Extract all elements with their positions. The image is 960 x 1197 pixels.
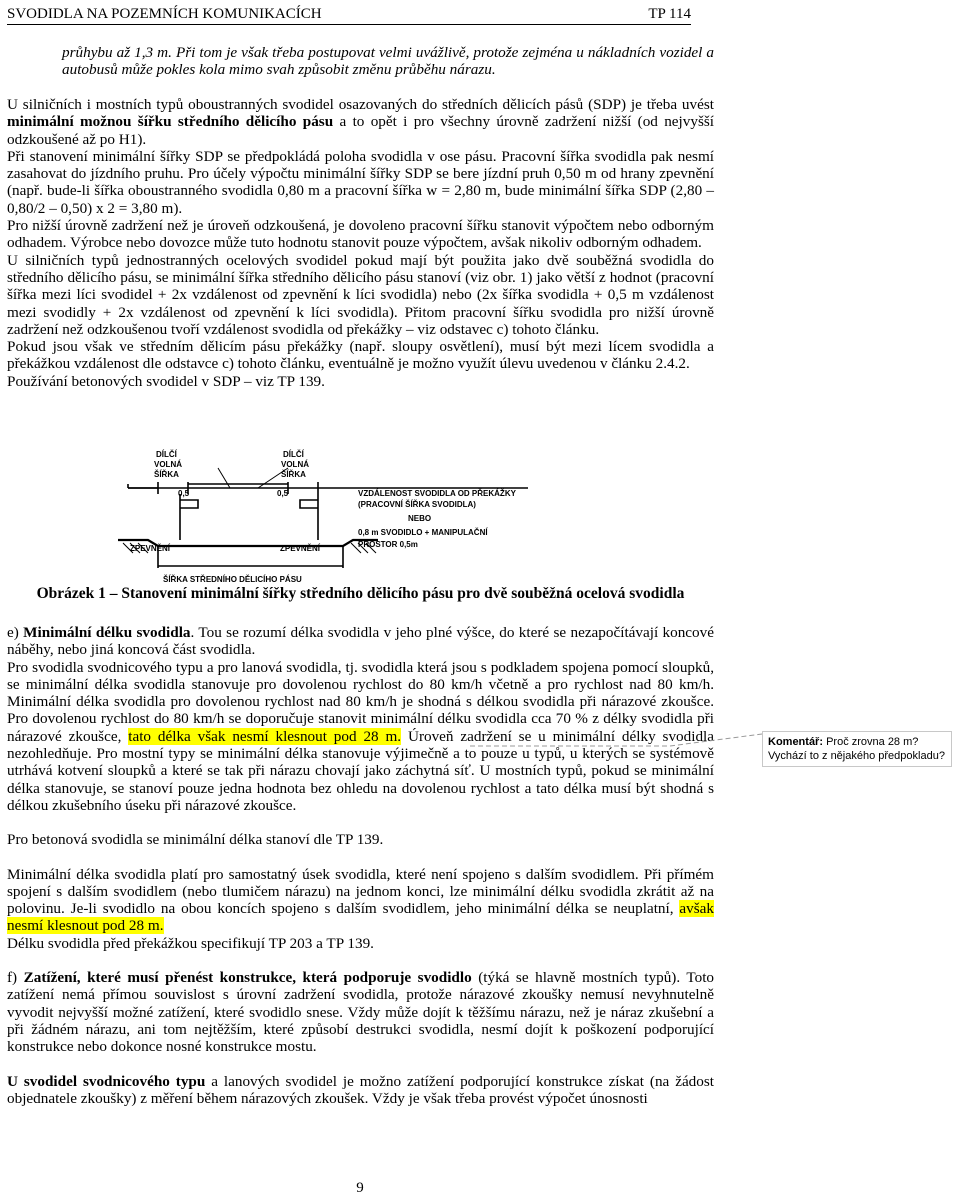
header-title: SVODIDLA NA POZEMNÍCH KOMUNIKACÍCH [7, 6, 322, 22]
fig-note-5: PROSTOR 0,5m [358, 540, 418, 549]
fig-leader-lines [218, 468, 288, 488]
fig-note-3: NEBO [408, 514, 432, 523]
paragraph-obstacles: Pokud jsou však ve středním dělicím pásu překážky (např. sloupy osvětlení), musí být mezi lícem svodidla a překážkou vzdálenost dle odstavce c) tohoto článku, eventuálně je možno využít úlevu uvedenou v článku 2.4.2. [7, 338, 714, 373]
fig-note-1: VZDÁLENOST SVODIDLA OD PŘEKÁŽKY [358, 489, 516, 498]
text-run: a lanových svodidel je možno zatížení podporující konstrukce získat (na žádost objednatele zkoušky) z měření během nárazových zkoušek. Vždy je však třeba provést výpočet únosnosti [7, 1072, 715, 1107]
text-run: . Tou se rozumí délka svodidla v jeho plné výšce, do které se nezapočítávají koncové náběhy, nebo jiná koncová část svodidla. [7, 624, 714, 659]
fig-label-mid-1: DÍLČÍ [283, 450, 304, 459]
fig-label-left-1: DÍLČÍ [156, 450, 177, 459]
bold-term: Minimální délku svodidla [23, 624, 191, 641]
text-run: a to opět i pro všechny úrovně zadržení nižší (od nejvyšší odzkoušené až po H1). [7, 113, 714, 148]
text-run: f) [7, 969, 24, 987]
fig-bottom-label: ŠÍŘKA STŘEDNÍHO DĚLICÍHO PÁSU [163, 575, 302, 584]
fig-label-left-3: ŠÍŘKA [154, 470, 179, 479]
paragraph-sdp-position: Při stanovení minimální šířky SDP se předpokládá poloha svodidla v ose pásu. Pracovní šířka svodidla pak nesmí zasahovat do jízdního pruhu. Pro účely výpočtu minimální šířky SDP se bere jízdní pruh 0,50 m od hrany zpevnění (např. bude-li šířka oboustranného svodidla 0,80 m a pracovní šířka w = 2,80 m, bude minimální šířka SDP (2,80 – 0,80/2 – 0,50) x 2 = 3,80 m). [7, 147, 714, 217]
review-comment[interactable] [762, 731, 952, 767]
text-block-1 [7, 96, 714, 390]
fig-label-mid-2: VOLNÁ [281, 460, 309, 469]
comment-label: Komentář: [768, 736, 824, 748]
bold-term: U svodidel svodnicového typu [7, 1072, 206, 1090]
page-number: 9 [356, 1180, 364, 1196]
text-run: e) [7, 624, 24, 641]
text-block-2 [7, 624, 714, 1107]
paragraph-sdp-width [7, 96, 714, 148]
highlighted-text[interactable]: tato délka však nesmí klesnout pod 28 m. [128, 727, 402, 745]
fig-label-mid-3: ŠÍŘKA [281, 470, 306, 479]
page-header [7, 6, 691, 25]
header-doc-id: TP 114 [648, 6, 691, 22]
fig-dim-left: 0,5 [178, 489, 190, 498]
paragraph-e [7, 624, 714, 659]
paragraph-min-length [7, 866, 714, 935]
fig-zp-right: ZPEVNĚNÍ [280, 544, 321, 553]
fig-label-left-2: VOLNÁ [154, 460, 182, 469]
bold-term: Zatížení, které musí přenést konstrukce, která podporuje svodidlo [23, 969, 472, 987]
median-width-figure [118, 448, 548, 586]
paragraph-obstacle-length: Délku svodidla před překážkou specifikují TP 203 a TP 139. [7, 934, 374, 952]
fig-barrier-rails [180, 500, 318, 508]
text-run: Minimální délka svodidla platí pro samostatný úsek svodidla, které není spojeno s dalším svodidlem. Při přímém spojení s dalším svodidlem (nebo tlumičem nárazu) na jednom konci, lze minimální délku svodidla zkrátit až na polovinu. Je-li svodidlo na obou koncích spojeno s dalším svodidlem, jeho minimální délka se neuplatní, [7, 865, 714, 918]
text-run: (týká se hlavně mostních typů). Toto zatížení nemá přímou souvislost s úrovní zadržení svodidla, protože nárazové zkoušky nemusí nevyhnutelně vyvodit nejvyšší možné zatížení, které svodidlo snese. Vždy může dojít k těžšímu nárazu, než je náraz zkušební a při žádném nárazu, ani tom nejtěžším, které způsobí destrukci svodidla, nesmí dojít k poškození podporující konstrukce nebo dokonce nosné konstrukce mostu. [7, 969, 715, 1056]
comment-leader-line [470, 730, 762, 750]
fig-ground-surface [118, 540, 378, 546]
fig-zp-left: ZPEVNĚNÍ [130, 544, 171, 553]
fig-note-4: 0,8 m SVODIDLO + MANIPULAČNÍ [358, 528, 488, 537]
fig-barrier-posts [180, 494, 318, 540]
paragraph-lower-levels: Pro nižší úrovně zadržení než je úroveň odzkoušená, je dovoleno pracovní šířku stanovit výpočtem nebo odborným odhadem. Výrobce nebo dovozce může tuto hodnotu stanovit pouze výpočtem, avšak nikoliv odborným odhadem. [7, 217, 714, 252]
paragraph-concrete: Používání betonových svodidel v SDP – viz TP 139. [7, 372, 325, 390]
paragraph-one-sided: U silničních typů jednostranných ocelových svodidel pokud mají být použita jako dvě souběžná svodidla do středního dělicího pásu, se minimální šířka středního dělicího pásu stanoví (viz obr. 1) jako větší z hodnot (pracovní šířka mezi líci svodidel + 2x vzdálenost od zpevnění k líci svodidla) nebo (2x šířka svodidla + 0,5 m vzdálenost mezi svodidly + 2x vzdálenost od zpevnění k líci svodidla). Přitom pracovní šířku svodidla pro nižší úrovně zadržení než odzkoušenou tvoří vzdálenost svodidla od překážky – viz odstavec c) tohoto článku. [7, 251, 714, 338]
intro-paragraph [7, 44, 714, 79]
text-run: U silničních i mostních typů oboustranných svodidel osazovaných do středních dělicích pásů (SDP) je třeba uvést [7, 96, 714, 113]
bold-term: minimální možnou šířku středního dělicího pásu [7, 113, 334, 131]
intro-text: průhybu až 1,3 m. Při tom je však třeba postupovat velmi uvážlivě, protože zejména u nákladních vozidel a autobusů může pokles kola mimo svah způsobit změnu průběhu nárazu. [62, 44, 714, 79]
fig-note-2: (PRACOVNÍ ŠÍŘKA SVODIDLA) [358, 500, 476, 509]
text-run: Pro svodidla svodnicového typu a pro lanová svodidla, tj. svodidla která jsou s podkladem spojena pomocí sloupků, se minimální délka svodidla stanovuje pro dovolenou rychlost do 80 km/h včetně a pro rychlost nad 80 km/h. Minimální délka svodidla pro dovolenou rychlost nad 80 km/h je shodná s délkou svodidla při nárazové zkoušce. Pro dovolenou rychlost do 80 km/h se doporučuje stanovit minimální délku svodidla cca 70 % z délky svodidla při nárazové zkoušce, [7, 658, 714, 745]
comment-text: Proč zrovna 28 m? Vychází to z nějakého předpokladu? [768, 736, 945, 762]
paragraph-g [7, 1073, 714, 1108]
fig-dim-right: 0,5 [277, 489, 289, 498]
paragraph-f [7, 969, 714, 1055]
text-run: Úroveň zadržení se u minimální délky svodidla nezohledňuje. Pro mostní typy se minimální délka stanovuje výjimečně a to pouze u typů, u kterých se systémově utrhává kotvení sloupků a které se tak při nárazu chovají jako záchytná síť. U mostních typů, pokud se minimální délka stanovuje, se stanoví pouze jedna hodnota bez ohledu na dovolenou rychlost a tato délka musí být shodná s délkou zkušebního úseku při nárazové zkoušce. [7, 727, 715, 814]
paragraph-concrete-length: Pro betonová svodidla se minimální délka stanoví dle TP 139. [7, 831, 384, 849]
figure-caption: Obrázek 1 – Stanovení minimální šířky středního dělicího pásu pro dvě souběžná ocelová svodidla [36, 585, 685, 602]
highlighted-text[interactable]: avšak nesmí klesnout pod 28 m. [7, 900, 714, 935]
